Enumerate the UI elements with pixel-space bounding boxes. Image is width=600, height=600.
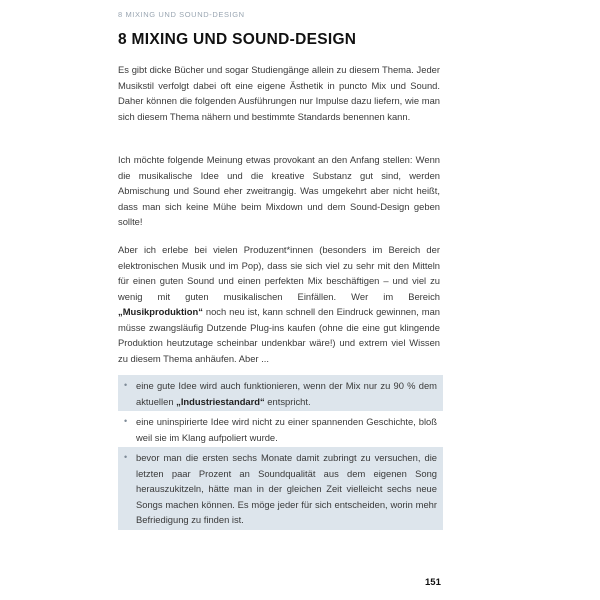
list-item-text: eine uninspirierte Idee wird nicht zu einer spannenden Geschichte, bloß weil sie im Klang aufpoliert wurde. (136, 416, 437, 443)
list-item (118, 375, 443, 411)
paragraph-producers (118, 242, 440, 366)
chapter-title: 8 MIXING UND SOUND-DESIGN (118, 31, 357, 48)
emphasis-industriestandard: „Industriestandard“ (176, 395, 265, 407)
paragraph-opinion: Ich möchte folgende Meinung etwas provokant an den Anfang stellen: Wenn die musikalische Idee und die kreative Substanz gut sind, werden Abmischung und Sound eher zweitrangig. Was umgekehrt aber nicht heißt, dass man sich keine Mühe beim Mixdown und dem Sound-Design geben sollte! (118, 154, 440, 227)
bullet-icon: • (124, 452, 128, 462)
bullet-icon: • (124, 416, 128, 426)
emphasis-musikproduktion: „Musikproduktion“ (118, 306, 203, 317)
list-item (118, 411, 443, 447)
page-number: 151 (425, 577, 441, 588)
paragraph-text: Aber ich erlebe bei vielen Produzent*innen (besonders im Bereich der elektronischen Musik und im Pop), dass sie sich viel zu sehr mit den Mitteln für einen guten Sound und einen perfekten Mix beschäftigen – und viel zu wenig mit guten musikalischen Einfällen. Wer im Bereich (118, 244, 440, 302)
paragraph-text: noch neu ist, kann schnell den Eindruck gewinnen, man müsse zwangsläufig Dutzende Plug-ins kaufen (ohne die eine gut klingende Produktion heutzutage scheinbar undenkbar wäre!) und extrem viel Wissen zu diesem Thema anhäufen. Aber ... (118, 306, 440, 364)
list-item-text: bevor man die ersten sechs Monate damit zubringt zu versuchen, die letzten paar Prozent an Soundqualität aus dem eigenen Song herauszukitzeln, hätte man in der gleichen Zeit vielleicht sechs neue Songs machen können. Es möge jeder für sich entscheiden, worin mehr Befriedigung zu finden ist. (136, 452, 437, 525)
bullet-list (118, 375, 443, 530)
list-item-text: eine gute Idee wird auch funktionieren, wenn der Mix nur zu 90 % dem aktuellen (136, 380, 437, 407)
paragraph-intro: Es gibt dicke Bücher und sogar Studiengänge allein zu diesem Thema. Jeder Musikstil verfolgt dabei oft eine eigene Ästhetik in puncto Mix und Sound. Daher können die folgenden Ausführungen nur Impulse dazu liefern, wie man sich diesem Thema nähern und bestimmte Standards benennen kann. (118, 64, 440, 122)
running-head: 8 MIXING UND SOUND-DESIGN (118, 10, 245, 19)
list-item-text: entspricht. (264, 395, 311, 407)
bullet-icon: • (124, 380, 128, 390)
list-item (118, 447, 443, 530)
